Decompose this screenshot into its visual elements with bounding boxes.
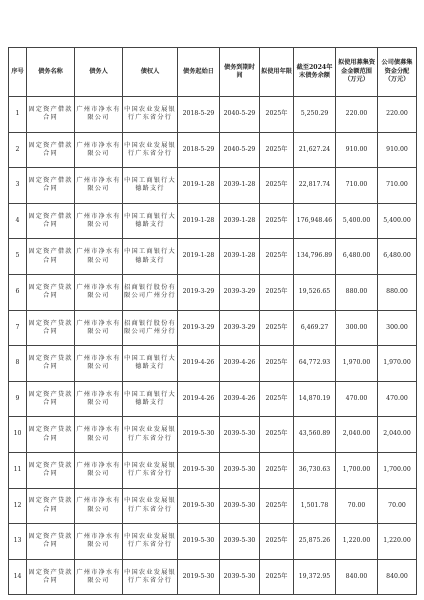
- cell-debtor: 广州市净水有限公司: [75, 381, 123, 417]
- cell-creditor: 中国工商银行大德路支行: [123, 346, 178, 382]
- cell-fund-range: 5,400.00: [336, 203, 378, 239]
- cell-use-years: 2025年: [260, 524, 294, 560]
- cell-maturity: 2039-4-26: [220, 346, 260, 382]
- cell-index: 11: [9, 452, 27, 488]
- cell-index: 14: [9, 559, 27, 595]
- cell-allocation: 6,480.00: [378, 239, 417, 275]
- cell-start-date: 2019-4-26: [178, 381, 220, 417]
- cell-balance: 43,560.89: [294, 417, 336, 453]
- cell-creditor: 招商银行股份有限公司广州分行: [123, 310, 178, 346]
- cell-index: 9: [9, 381, 27, 417]
- cell-balance: 21,627.24: [294, 132, 336, 168]
- cell-index: 1: [9, 97, 27, 133]
- header-maturity: 债务到期时间: [220, 48, 260, 97]
- cell-start-date: 2019-5-30: [178, 452, 220, 488]
- cell-balance: 176,948.46: [294, 203, 336, 239]
- cell-debtor: 广州市净水有限公司: [75, 559, 123, 595]
- cell-start-date: 2019-1-28: [178, 168, 220, 204]
- cell-creditor: 中国农业发展银行广东省分行: [123, 488, 178, 524]
- cell-use-years: 2025年: [260, 417, 294, 453]
- cell-fund-range: 1,970.00: [336, 346, 378, 382]
- header-allocation: 公司债募集资金分配（万元）: [378, 48, 417, 97]
- cell-debt-name: 固定资产贷款合同: [27, 274, 75, 310]
- cell-debtor: 广州市净水有限公司: [75, 168, 123, 204]
- header-debtor: 债务人: [75, 48, 123, 97]
- cell-maturity: 2039-5-30: [220, 488, 260, 524]
- cell-debtor: 广州市净水有限公司: [75, 524, 123, 560]
- cell-creditor: 中国农业发展银行广东省分行: [123, 417, 178, 453]
- cell-allocation: 470.00: [378, 381, 417, 417]
- cell-use-years: 2025年: [260, 346, 294, 382]
- cell-maturity: 2039-1-28: [220, 168, 260, 204]
- cell-debt-name: 固定资产借款合同: [27, 97, 75, 133]
- table-row: [9, 559, 417, 595]
- table-row: [9, 203, 417, 239]
- cell-index: 7: [9, 310, 27, 346]
- cell-debtor: 广州市净水有限公司: [75, 417, 123, 453]
- table-row: [9, 239, 417, 275]
- cell-debtor: 广州市净水有限公司: [75, 239, 123, 275]
- table-row: [9, 417, 417, 453]
- cell-fund-range: 910.00: [336, 132, 378, 168]
- cell-allocation: 2,040.00: [378, 417, 417, 453]
- cell-maturity: 2039-5-30: [220, 559, 260, 595]
- cell-allocation: 910.00: [378, 132, 417, 168]
- cell-index: 6: [9, 274, 27, 310]
- cell-allocation: 5,400.00: [378, 203, 417, 239]
- cell-balance: 134,796.89: [294, 239, 336, 275]
- cell-fund-range: 880.00: [336, 274, 378, 310]
- cell-balance: 64,772.93: [294, 346, 336, 382]
- cell-creditor: 招商银行股份有限公司广州分行: [123, 274, 178, 310]
- cell-creditor: 中国工商银行大德路支行: [123, 381, 178, 417]
- cell-debtor: 广州市净水有限公司: [75, 346, 123, 382]
- header-start-date: 债务起始日: [178, 48, 220, 97]
- cell-use-years: 2025年: [260, 559, 294, 595]
- cell-debtor: 广州市净水有限公司: [75, 132, 123, 168]
- cell-start-date: 2019-5-30: [178, 488, 220, 524]
- debt-allocation-table: [8, 47, 417, 595]
- cell-index: 8: [9, 346, 27, 382]
- cell-debtor: 广州市净水有限公司: [75, 274, 123, 310]
- cell-use-years: 2025年: [260, 452, 294, 488]
- cell-start-date: 2019-1-28: [178, 203, 220, 239]
- cell-debt-name: 固定资产借款合同: [27, 132, 75, 168]
- header-index: 序号: [9, 48, 27, 97]
- cell-allocation: 70.00: [378, 488, 417, 524]
- cell-index: 13: [9, 524, 27, 560]
- cell-creditor: 中国农业发展银行广东省分行: [123, 559, 178, 595]
- cell-fund-range: 840.00: [336, 559, 378, 595]
- table-row: [9, 524, 417, 560]
- header-fund-range: 拟使用募集资金金额范围（万元）: [336, 48, 378, 97]
- cell-maturity: 2039-3-29: [220, 274, 260, 310]
- cell-use-years: 2025年: [260, 168, 294, 204]
- cell-fund-range: 1,220.00: [336, 524, 378, 560]
- cell-balance: 6,469.27: [294, 310, 336, 346]
- cell-maturity: 2040-5-29: [220, 97, 260, 133]
- cell-index: 10: [9, 417, 27, 453]
- table-row: [9, 488, 417, 524]
- cell-start-date: 2018-5-29: [178, 132, 220, 168]
- cell-maturity: 2039-4-26: [220, 381, 260, 417]
- cell-balance: 19,526.65: [294, 274, 336, 310]
- cell-maturity: 2039-3-29: [220, 310, 260, 346]
- cell-allocation: 880.00: [378, 274, 417, 310]
- cell-allocation: 300.00: [378, 310, 417, 346]
- cell-maturity: 2039-5-30: [220, 452, 260, 488]
- cell-debtor: 广州市净水有限公司: [75, 452, 123, 488]
- table-row: [9, 452, 417, 488]
- cell-creditor: 中国工商银行大德路支行: [123, 168, 178, 204]
- cell-fund-range: 70.00: [336, 488, 378, 524]
- cell-creditor: 中国农业发展银行广东省分行: [123, 132, 178, 168]
- header-balance: 截至2024年末债务余额: [294, 48, 336, 97]
- cell-balance: 5,250.29: [294, 97, 336, 133]
- cell-allocation: 1,220.00: [378, 524, 417, 560]
- cell-index: 5: [9, 239, 27, 275]
- cell-start-date: 2019-4-26: [178, 346, 220, 382]
- cell-start-date: 2019-5-30: [178, 559, 220, 595]
- cell-balance: 22,817.74: [294, 168, 336, 204]
- cell-fund-range: 220.00: [336, 97, 378, 133]
- cell-start-date: 2019-3-29: [178, 310, 220, 346]
- table-row: [9, 346, 417, 382]
- cell-use-years: 2025年: [260, 97, 294, 133]
- cell-use-years: 2025年: [260, 310, 294, 346]
- cell-use-years: 2025年: [260, 381, 294, 417]
- cell-start-date: 2018-5-29: [178, 97, 220, 133]
- cell-creditor: 中国农业发展银行广东省分行: [123, 452, 178, 488]
- cell-fund-range: 6,480.00: [336, 239, 378, 275]
- cell-use-years: 2025年: [260, 132, 294, 168]
- cell-debt-name: 固定资产借款合同: [27, 239, 75, 275]
- cell-creditor: 中国工商银行大德路支行: [123, 203, 178, 239]
- cell-balance: 25,875.26: [294, 524, 336, 560]
- cell-use-years: 2025年: [260, 488, 294, 524]
- table-row: [9, 132, 417, 168]
- cell-creditor: 中国工商银行大德路支行: [123, 239, 178, 275]
- cell-debt-name: 固定资产贷款合同: [27, 524, 75, 560]
- cell-debtor: 广州市净水有限公司: [75, 97, 123, 133]
- cell-maturity: 2039-1-28: [220, 203, 260, 239]
- cell-debt-name: 固定资产贷款合同: [27, 488, 75, 524]
- cell-debt-name: 固定资产借款合同: [27, 203, 75, 239]
- cell-allocation: 1,970.00: [378, 346, 417, 382]
- cell-allocation: 840.00: [378, 559, 417, 595]
- cell-start-date: 2019-5-30: [178, 524, 220, 560]
- cell-fund-range: 1,700.00: [336, 452, 378, 488]
- header-creditor: 债权人: [123, 48, 178, 97]
- cell-use-years: 2025年: [260, 274, 294, 310]
- cell-debtor: 广州市净水有限公司: [75, 488, 123, 524]
- table-row: [9, 381, 417, 417]
- cell-balance: 14,870.19: [294, 381, 336, 417]
- cell-debt-name: 固定资产贷款合同: [27, 346, 75, 382]
- cell-use-years: 2025年: [260, 203, 294, 239]
- cell-allocation: 710.00: [378, 168, 417, 204]
- cell-debt-name: 固定资产贷款合同: [27, 452, 75, 488]
- cell-start-date: 2019-5-30: [178, 417, 220, 453]
- cell-creditor: 中国农业发展银行广东省分行: [123, 524, 178, 560]
- cell-allocation: 1,700.00: [378, 452, 417, 488]
- cell-creditor: 中国农业发展银行广东省分行: [123, 97, 178, 133]
- cell-start-date: 2019-3-29: [178, 274, 220, 310]
- table-body: [9, 97, 417, 595]
- cell-fund-range: 2,040.00: [336, 417, 378, 453]
- cell-maturity: 2039-5-30: [220, 524, 260, 560]
- cell-debt-name: 固定资产贷款合同: [27, 417, 75, 453]
- cell-debtor: 广州市净水有限公司: [75, 203, 123, 239]
- cell-fund-range: 300.00: [336, 310, 378, 346]
- cell-index: 12: [9, 488, 27, 524]
- header-use-years: 拟使用年限: [260, 48, 294, 97]
- cell-debt-name: 固定资产贷款合同: [27, 381, 75, 417]
- header-debt-name: 债务名称: [27, 48, 75, 97]
- cell-debt-name: 固定资产贷款合同: [27, 310, 75, 346]
- cell-debt-name: 固定资产借款合同: [27, 168, 75, 204]
- cell-maturity: 2040-5-29: [220, 132, 260, 168]
- cell-start-date: 2019-1-28: [178, 239, 220, 275]
- cell-maturity: 2039-5-30: [220, 417, 260, 453]
- cell-balance: 1,501.78: [294, 488, 336, 524]
- cell-index: 2: [9, 132, 27, 168]
- cell-index: 3: [9, 168, 27, 204]
- cell-balance: 36,730.63: [294, 452, 336, 488]
- table-header-row: [9, 48, 417, 97]
- cell-use-years: 2025年: [260, 239, 294, 275]
- cell-maturity: 2039-1-28: [220, 239, 260, 275]
- table-row: [9, 310, 417, 346]
- table-row: [9, 274, 417, 310]
- cell-fund-range: 710.00: [336, 168, 378, 204]
- cell-fund-range: 470.00: [336, 381, 378, 417]
- cell-allocation: 220.00: [378, 97, 417, 133]
- table-row: [9, 97, 417, 133]
- cell-index: 4: [9, 203, 27, 239]
- cell-debtor: 广州市净水有限公司: [75, 310, 123, 346]
- table-row: [9, 168, 417, 204]
- cell-debt-name: 固定资产贷款合同: [27, 559, 75, 595]
- cell-balance: 19,372.95: [294, 559, 336, 595]
